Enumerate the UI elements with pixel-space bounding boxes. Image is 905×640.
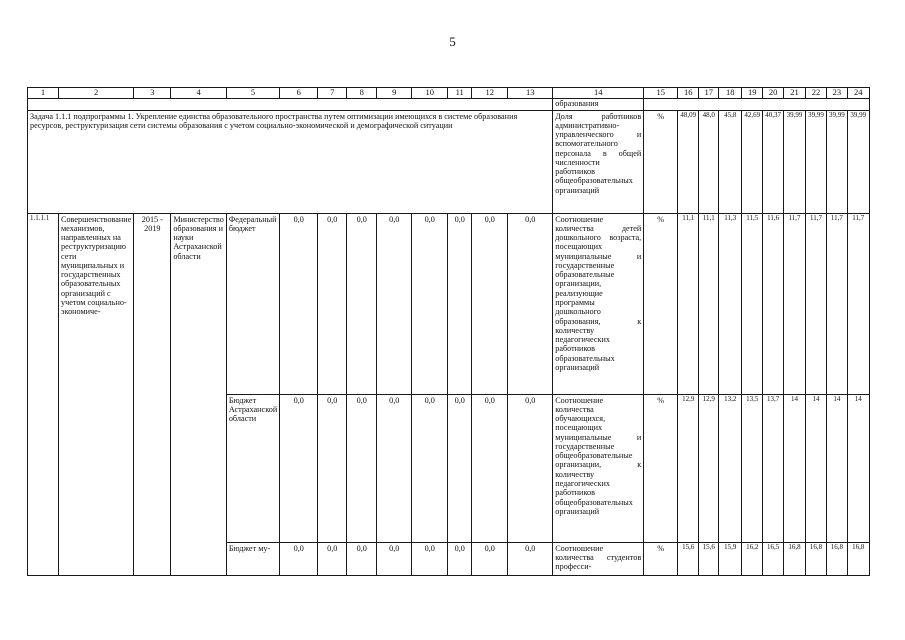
funding-source: Бюджет Астраханской области (226, 394, 279, 542)
indicator-value: 11,7 (847, 213, 869, 394)
column-number: 19 (742, 88, 763, 99)
column-number: 2 (59, 88, 134, 99)
indicator-value: 11,3 (719, 213, 742, 394)
task-row (28, 110, 870, 213)
indicator-value: 11,5 (742, 213, 763, 394)
amount-cell: 0,0 (280, 213, 318, 394)
empty-cell (644, 98, 870, 110)
task-unit: % (644, 110, 678, 213)
amount-cell: 0,0 (472, 542, 508, 575)
indicator-text: Соотношение количества детей дошкольного возраста, посещающих муниципальные и государственные образовательные организации, реализующие программы дошкольного образования, к количеству педагогических работников образовательных организаций (553, 213, 644, 394)
indicator-text: Соотношение количества обучающихся, посещающих муниципальные и государственные общеобразовательные организации, к количеству педагогических работников общеобразовательных организаций (553, 394, 644, 542)
indicator-value: 11,6 (763, 213, 784, 394)
amount-cell: 0,0 (318, 394, 347, 542)
indicator-value: 11,1 (678, 213, 699, 394)
indicator-value: 14 (805, 394, 826, 542)
indicator-value: 16,8 (805, 542, 826, 575)
task-value: 40,37 (763, 110, 784, 213)
amount-cell: 0,0 (472, 213, 508, 394)
column-number: 10 (412, 88, 448, 99)
amount-cell: 0,0 (280, 394, 318, 542)
amount-cell: 0,0 (318, 542, 347, 575)
indicator-value: 15,6 (699, 542, 719, 575)
task-value: 48,0 (699, 110, 719, 213)
amount-cell: 0,0 (412, 394, 448, 542)
task-value: 45,8 (719, 110, 742, 213)
indicator-value: 12,9 (678, 394, 699, 542)
task-indicator: Доля работников административно-управленческого и вспомогательного персонала в общей численности работников общеобразовательных организаций (553, 110, 644, 213)
amount-cell: 0,0 (347, 542, 377, 575)
column-number: 5 (226, 88, 279, 99)
task-value: 39,99 (805, 110, 826, 213)
unit-cell: % (644, 542, 678, 575)
column-number: 24 (847, 88, 869, 99)
indicator-value: 11,7 (826, 213, 847, 394)
column-number: 23 (826, 88, 847, 99)
indicator-value: 13,2 (719, 394, 742, 542)
indicator-value: 16,8 (783, 542, 805, 575)
column-number: 21 (783, 88, 805, 99)
indicator-value: 11,7 (805, 213, 826, 394)
program-table (27, 87, 870, 576)
amount-cell: 0,0 (347, 394, 377, 542)
column-number: 20 (763, 88, 784, 99)
task-value: 42,69 (742, 110, 763, 213)
column-number: 4 (171, 88, 226, 99)
indicator-value: 16,5 (763, 542, 784, 575)
column-number: 8 (347, 88, 377, 99)
measure-code: 1.1.1.1 (28, 213, 59, 575)
column-number: 15 (644, 88, 678, 99)
measure-name: Совершенствование механизмов, направленных на реструктуризацию сети муниципальных и государственных образовательных организаций с учетом социально-экономиче- (59, 213, 134, 575)
amount-cell: 0,0 (448, 542, 472, 575)
column-number: 16 (678, 88, 699, 99)
amount-cell: 0,0 (377, 213, 412, 394)
indicator-value: 14 (783, 394, 805, 542)
column-number: 12 (472, 88, 508, 99)
amount-cell: 0,0 (377, 394, 412, 542)
amount-cell: 0,0 (412, 213, 448, 394)
indicator-text: Соотношение количества студентов професси- (553, 542, 644, 575)
measure-row-federal (28, 213, 870, 394)
amount-cell: 0,0 (318, 213, 347, 394)
task-value: 39,99 (847, 110, 869, 213)
unit-cell: % (644, 213, 678, 394)
indicator-value: 16,2 (742, 542, 763, 575)
amount-cell: 0,0 (448, 394, 472, 542)
task-value: 39,99 (826, 110, 847, 213)
indicator-value: 12,9 (699, 394, 719, 542)
indicator-value: 15,9 (719, 542, 742, 575)
amount-cell: 0,0 (448, 213, 472, 394)
column-number: 14 (553, 88, 644, 99)
column-number: 9 (377, 88, 412, 99)
column-number: 13 (508, 88, 553, 99)
amount-cell: 0,0 (280, 542, 318, 575)
column-number-row (28, 88, 870, 99)
column-number: 7 (318, 88, 347, 99)
measure-executor: Министерство образования и науки Астраханской области (171, 213, 226, 575)
indicator-value: 13,5 (742, 394, 763, 542)
task-value: 39,99 (783, 110, 805, 213)
amount-cell: 0,0 (508, 394, 553, 542)
indicator-value: 14 (826, 394, 847, 542)
indicator-value: 11,7 (783, 213, 805, 394)
column-number: 1 (28, 88, 59, 99)
funding-source: Федеральный бюджет (226, 213, 279, 394)
unit-cell: % (644, 394, 678, 542)
column-number: 11 (448, 88, 472, 99)
measure-period: 2015 - 2019 (134, 213, 171, 575)
indicator-value: 15,6 (678, 542, 699, 575)
indicator-value: 16,8 (847, 542, 869, 575)
column-number: 18 (719, 88, 742, 99)
indicator-value: 14 (847, 394, 869, 542)
empty-cell (28, 98, 553, 110)
task-title: Задача 1.1.1 подпрограммы 1. Укрепление единства образовательного пространства путем оптимизации имеющихся в системе образования ресурсов, реструктуризация сети системы образования с учетом социально-экономической и демографической ситуации (28, 110, 553, 213)
indicator-value: 16,8 (826, 542, 847, 575)
indicator-value: 13,7 (763, 394, 784, 542)
column-number: 3 (134, 88, 171, 99)
amount-cell: 0,0 (412, 542, 448, 575)
page-number: 5 (449, 34, 456, 49)
carryover-row (28, 98, 870, 110)
column-number: 17 (699, 88, 719, 99)
amount-cell: 0,0 (472, 394, 508, 542)
funding-source: Бюджет му- (226, 542, 279, 575)
indicator-value: 11,1 (699, 213, 719, 394)
amount-cell: 0,0 (347, 213, 377, 394)
amount-cell: 0,0 (508, 542, 553, 575)
amount-cell: 0,0 (508, 213, 553, 394)
task-value: 48,09 (678, 110, 699, 213)
amount-cell: 0,0 (377, 542, 412, 575)
column-number: 6 (280, 88, 318, 99)
column-number: 22 (805, 88, 826, 99)
carryover-indicator-text: образования (553, 98, 644, 110)
